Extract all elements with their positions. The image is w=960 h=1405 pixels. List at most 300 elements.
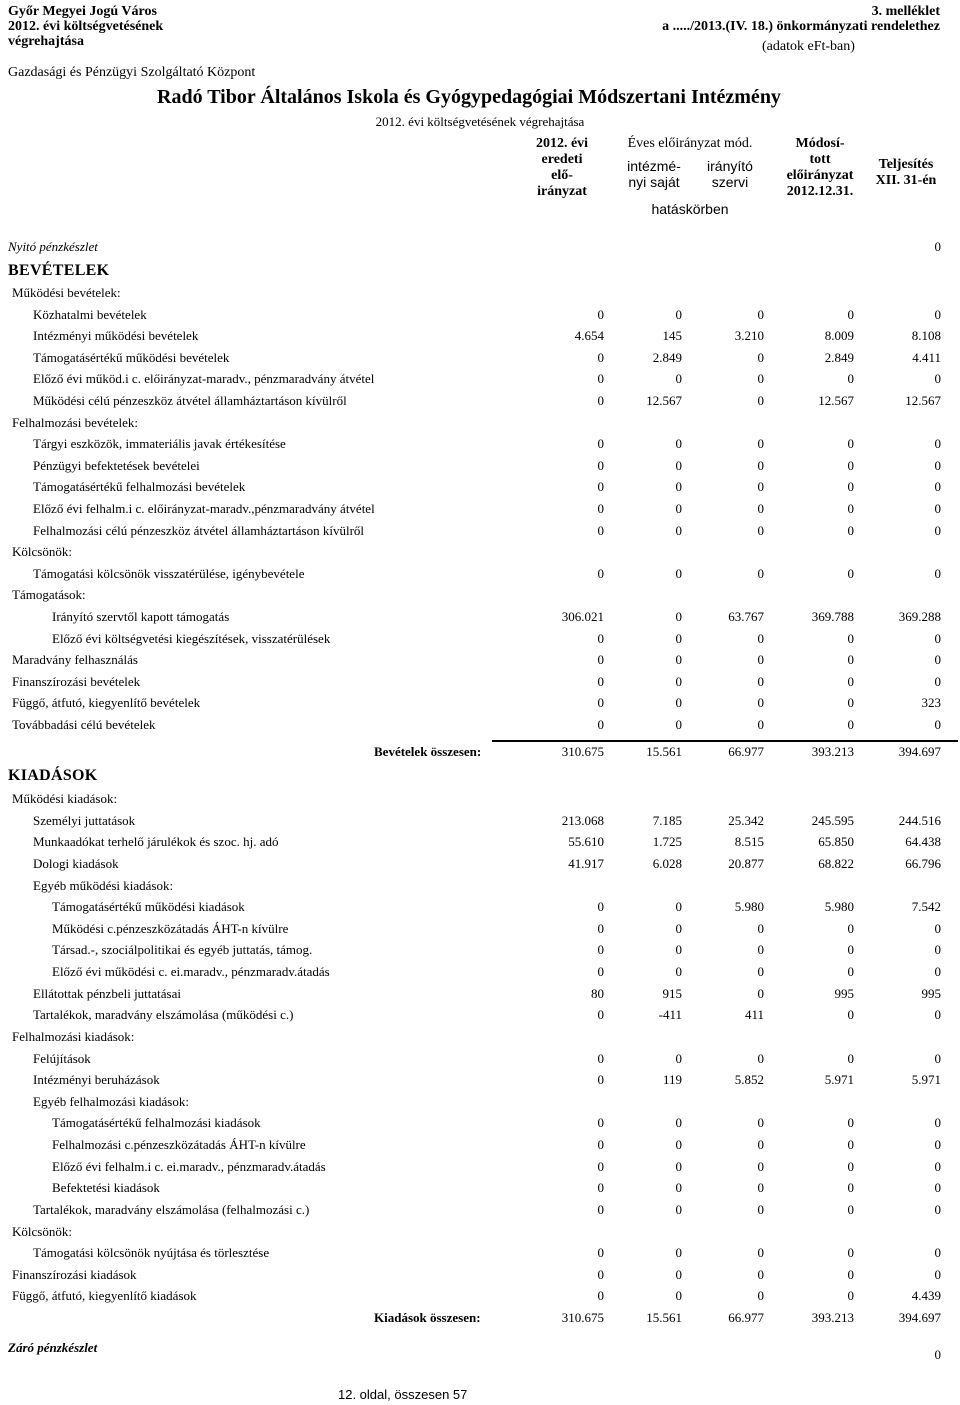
expense-section-title: KIADÁSOK <box>8 767 98 784</box>
income-value-original: 0 <box>597 371 604 387</box>
income-value-fulfilment: 12.567 <box>905 393 941 408</box>
column-header-authority: hatáskörben <box>651 201 729 217</box>
income-value-original: 0 <box>597 652 604 668</box>
expense-value-own: 0 <box>675 920 682 936</box>
expense-value-directing: 0 <box>757 1137 764 1153</box>
income-value-own: 0 <box>675 436 682 452</box>
expense-value-modified: 0 <box>847 920 854 936</box>
expense-row-label: Támogatási kölcsönök nyújtása és törlesztése <box>33 1245 270 1261</box>
expense-row <box>0 1091 960 1112</box>
expense-value-modified: 5.971 <box>824 1072 854 1088</box>
income-value-fulfilment: 0 <box>934 522 941 538</box>
expense-row <box>0 1242 960 1263</box>
column-header-modified: Módosí- tott előirányzat 2012.12.31. <box>786 136 854 199</box>
expense-value-fulfilment: 244.516 <box>898 812 941 828</box>
income-value-original: 0 <box>597 522 604 538</box>
income-row-label: Függő, átfutó, kiegyenlítő bevételek <box>12 695 201 711</box>
expense-row <box>0 1004 960 1025</box>
expense-value-modified: 0 <box>847 942 854 958</box>
expense-value-original: 0 <box>597 920 604 936</box>
income-value-modified: 0 <box>847 652 854 668</box>
expense-row <box>0 918 960 939</box>
income-value-own: 0 <box>675 457 682 473</box>
expense-row <box>0 1156 960 1177</box>
income-row-label: Támogatási kölcsönök visszatérülése, igénybevétele <box>33 565 305 581</box>
expense-value-fulfilment: 4.439 <box>911 1288 941 1304</box>
income-value-modified: 369.788 <box>811 609 854 624</box>
expense-value-fulfilment: 0 <box>934 1245 941 1261</box>
income-value-own: 0 <box>675 565 682 581</box>
income-value-original: 0 <box>597 349 604 365</box>
expense-value-fulfilment: 0 <box>934 1158 941 1174</box>
expense-value-fulfilment: 0 <box>934 1180 941 1196</box>
expense-row-label: Finanszírozási kiadások <box>12 1266 137 1282</box>
expense-row <box>0 1264 960 1285</box>
expense-value-modified: 68.822 <box>818 855 854 871</box>
income-value-original: 0 <box>597 717 604 732</box>
expense-row <box>0 1177 960 1198</box>
closing-balance-label: Záró pénzkészlet <box>8 1340 98 1355</box>
expense-row-label: Munkaadókat terhelő járulékok és szoc. hj. adó <box>33 834 279 850</box>
expense-value-own: -411 <box>658 1007 682 1023</box>
income-row-label: Támogatásértékű felhalmozási bevételek <box>33 479 246 495</box>
income-row <box>0 390 960 411</box>
income-value-directing: 63.767 <box>728 609 764 624</box>
expense-row <box>0 983 960 1004</box>
expense-value-original: 0 <box>597 1007 604 1023</box>
income-row <box>0 563 960 584</box>
expense-row <box>0 1048 960 1069</box>
income-row <box>0 412 960 433</box>
expense-value-original: 0 <box>597 899 604 915</box>
income-value-own: 0 <box>675 673 682 689</box>
expense-value-modified: 245.595 <box>811 812 854 828</box>
income-row-label: Tárgyi eszközök, immateriális javak értékesítése <box>33 436 286 452</box>
expense-value-fulfilment: 0 <box>934 964 941 980</box>
opening-balance-value: 0 <box>934 239 941 254</box>
expense-value-own: 0 <box>675 1266 682 1282</box>
income-value-directing: 0 <box>757 371 764 387</box>
expense-value-fulfilment: 0 <box>934 1266 941 1282</box>
expense-value-modified: 0 <box>847 1007 854 1023</box>
expense-value-original: 0 <box>597 1201 604 1217</box>
expense-row-label: Ellátottak pénzbeli juttatásai <box>33 985 182 1001</box>
income-value-own: 0 <box>675 479 682 495</box>
expense-value-fulfilment: 66.796 <box>905 855 941 871</box>
expense-value-directing: 0 <box>757 1115 764 1131</box>
expense-value-original: 0 <box>597 1115 604 1131</box>
income-value-fulfilment: 0 <box>934 565 941 581</box>
expense-row-label: Működési kiadások: <box>12 791 118 806</box>
expense-value-own: 0 <box>675 1115 682 1131</box>
expense-value-directing: 0 <box>757 1288 764 1304</box>
expense-value-fulfilment: 0 <box>934 1137 941 1153</box>
income-total-label: Bevételek összesen: <box>374 744 482 759</box>
income-value-modified: 0 <box>847 717 854 732</box>
income-value-fulfilment: 0 <box>934 630 941 646</box>
expense-row-label: Felújítások <box>33 1050 91 1066</box>
expense-value-own: 0 <box>675 942 682 958</box>
expense-value-modified: 0 <box>847 1115 854 1131</box>
income-value-directing: 0 <box>757 630 764 646</box>
income-value-own: 0 <box>675 695 682 711</box>
expense-value-original: 0 <box>597 1050 604 1066</box>
expense-value-own: 0 <box>675 1201 682 1217</box>
expense-row-label: Támogatásértékű felhalmozási kiadások <box>52 1115 261 1131</box>
income-row <box>0 606 960 627</box>
income-value-original: 0 <box>597 306 604 322</box>
income-value-modified: 0 <box>847 522 854 538</box>
income-value-original: 0 <box>597 673 604 689</box>
expense-total-modified: 393.213 <box>811 1310 854 1325</box>
income-value-original: 0 <box>597 479 604 495</box>
expense-value-directing: 0 <box>757 1050 764 1066</box>
income-row-label: Irányító szervtől kapott támogatás <box>52 609 230 624</box>
expense-value-original: 0 <box>597 1288 604 1304</box>
income-value-fulfilment: 0 <box>934 306 941 322</box>
expense-value-modified: 0 <box>847 1201 854 1217</box>
income-total-directing: 66.977 <box>728 744 764 759</box>
expense-row <box>0 788 960 809</box>
income-row-label: Felhalmozási bevételek: <box>12 414 138 430</box>
expense-row-label: Függő, átfutó, kiegyenlítő kiadások <box>12 1288 197 1304</box>
expense-value-directing: 0 <box>757 1180 764 1196</box>
income-row-label: Kölcsönök: <box>12 544 72 560</box>
expense-row <box>0 1199 960 1220</box>
income-value-directing: 0 <box>757 717 764 732</box>
expense-value-original: 213.068 <box>561 812 604 828</box>
expense-value-original: 0 <box>597 1158 604 1174</box>
expense-value-directing: 411 <box>744 1007 764 1023</box>
income-value-modified: 0 <box>847 457 854 473</box>
income-value-directing: 0 <box>757 652 764 668</box>
decree-reference: a ...../2013.(IV. 18.) önkormányzati rendelethez <box>662 19 940 34</box>
expense-value-directing: 0 <box>757 985 764 1001</box>
income-value-own: 0 <box>675 630 682 646</box>
expense-value-directing: 0 <box>757 964 764 980</box>
annex-number: 3. melléklet <box>871 4 940 19</box>
income-value-original: 306.021 <box>561 609 604 624</box>
expense-row <box>0 810 960 831</box>
expense-row-label: Kölcsönök: <box>12 1223 72 1239</box>
income-total-own: 15.561 <box>646 744 682 759</box>
income-row <box>0 498 960 519</box>
expense-value-own: 0 <box>675 1245 682 1261</box>
expense-value-modified: 0 <box>847 1288 854 1304</box>
expense-row-label: Felhalmozási c.pénzeszközátadás ÁHT-n kívülre <box>52 1137 306 1153</box>
income-value-own: 0 <box>675 717 682 732</box>
income-row-label: Finanszírozási bevételek <box>12 673 141 689</box>
expense-value-modified: 995 <box>834 985 854 1001</box>
income-value-directing: 0 <box>757 479 764 495</box>
expense-value-directing: 5.980 <box>734 899 764 915</box>
income-value-fulfilment: 0 <box>934 457 941 473</box>
income-value-own: 0 <box>675 371 682 387</box>
expense-row-label: Előző évi felhalm.i c. ei.maradv., pénzmaradv.átadás <box>52 1158 326 1174</box>
income-row-label: Közhatalmi bevételek <box>33 306 147 322</box>
income-value-original: 0 <box>597 436 604 452</box>
expense-row-label: Előző évi működési c. ei.maradv., pénzmaradv.átadás <box>52 964 330 980</box>
opening-balance-row <box>0 236 960 257</box>
income-value-directing: 3.210 <box>734 328 764 344</box>
expense-value-own: 0 <box>675 1288 682 1304</box>
income-row <box>0 455 960 476</box>
expense-value-fulfilment: 0 <box>934 1201 941 1217</box>
page-footer: 12. oldal, összesen 57 <box>338 1387 468 1402</box>
expense-row <box>0 875 960 896</box>
expense-value-own: 0 <box>675 899 682 915</box>
income-value-directing: 0 <box>757 457 764 473</box>
income-value-original: 4.654 <box>574 328 604 344</box>
expense-value-directing: 25.342 <box>728 812 764 828</box>
expense-row-label: Működési c.pénzeszközátadás ÁHT-n kívülre <box>52 920 289 936</box>
income-row <box>0 714 960 735</box>
expense-value-directing: 8.515 <box>734 834 764 850</box>
income-row-label: Pénzügyi befektetések bevételei <box>33 457 200 473</box>
expense-value-directing: 0 <box>757 1266 764 1282</box>
income-row-label: Felhalmozási célú pénzeszköz átvétel államháztartáson kívülről <box>33 522 365 538</box>
income-value-modified: 8.009 <box>824 328 854 344</box>
expense-value-own: 0 <box>675 1050 682 1066</box>
expense-row <box>0 896 960 917</box>
income-value-fulfilment: 0 <box>934 371 941 387</box>
income-value-modified: 0 <box>847 630 854 646</box>
expense-value-own: 0 <box>675 1137 682 1153</box>
income-row <box>0 671 960 692</box>
expense-value-original: 41.917 <box>568 855 604 871</box>
income-value-fulfilment: 0 <box>934 652 941 668</box>
expense-row <box>0 1112 960 1133</box>
expense-row-label: Személyi juttatások <box>33 812 136 828</box>
income-value-own: 0 <box>675 652 682 668</box>
income-row <box>0 628 960 649</box>
income-row <box>0 433 960 454</box>
expense-row-label: Felhalmozási kiadások: <box>12 1028 135 1044</box>
expense-value-original: 0 <box>597 942 604 958</box>
income-row <box>0 692 960 713</box>
income-value-directing: 0 <box>757 565 764 581</box>
expense-value-fulfilment: 0 <box>934 920 941 936</box>
income-value-own: 0 <box>675 609 682 624</box>
expense-value-fulfilment: 64.438 <box>905 834 941 850</box>
income-value-own: 12.567 <box>646 393 682 408</box>
column-header-own: intézmé- nyi saját <box>627 158 681 190</box>
expense-row-label: Dologi kiadások <box>33 855 119 871</box>
expense-total-label: Kiadások összesen: <box>374 1310 481 1325</box>
income-row <box>0 476 960 497</box>
expense-value-original: 0 <box>597 1180 604 1196</box>
income-value-directing: 0 <box>757 393 764 408</box>
income-value-directing: 0 <box>757 501 764 516</box>
expense-value-directing: 0 <box>757 1245 764 1261</box>
expense-value-modified: 0 <box>847 1180 854 1196</box>
expense-value-directing: 20.877 <box>728 855 764 871</box>
income-value-directing: 0 <box>757 436 764 452</box>
income-value-fulfilment: 369.288 <box>898 609 941 624</box>
income-total-fulfilment: 394.697 <box>898 744 941 759</box>
income-value-directing: 0 <box>757 673 764 689</box>
income-value-modified: 12.567 <box>818 393 854 408</box>
income-row <box>0 347 960 368</box>
expense-value-own: 1.725 <box>652 834 682 850</box>
expense-value-fulfilment: 0 <box>934 1115 941 1131</box>
income-row-label: Maradvány felhasználás <box>12 652 138 668</box>
income-value-directing: 0 <box>757 522 764 538</box>
income-value-modified: 2.849 <box>824 349 854 365</box>
expense-value-fulfilment: 7.542 <box>911 899 941 915</box>
expense-value-own: 0 <box>675 964 682 980</box>
income-section-title: BEVÉTELEK <box>8 262 110 279</box>
income-value-fulfilment: 0 <box>934 717 941 732</box>
expense-value-modified: 0 <box>847 1245 854 1261</box>
income-value-original: 0 <box>597 501 604 516</box>
income-row-label: Továbbadási célú bevételek <box>12 717 156 732</box>
expense-row-label: Egyéb felhalmozási kiadások: <box>33 1093 189 1109</box>
expense-value-original: 0 <box>597 1245 604 1261</box>
expense-row <box>0 1134 960 1155</box>
expense-value-modified: 0 <box>847 1158 854 1174</box>
income-row-label: Működési bevételek: <box>12 285 121 300</box>
income-total-row <box>0 741 960 762</box>
income-value-fulfilment: 0 <box>934 673 941 689</box>
expense-value-directing: 0 <box>757 1201 764 1217</box>
expense-row <box>0 1026 960 1047</box>
expense-value-own: 7.185 <box>652 812 682 828</box>
expense-value-modified: 5.980 <box>824 899 854 915</box>
income-row <box>0 304 960 325</box>
column-header-directing: irányító szervi <box>707 158 753 190</box>
income-value-modified: 0 <box>847 695 854 711</box>
income-row-label: Támogatások: <box>12 587 86 603</box>
expense-value-modified: 65.850 <box>818 834 854 850</box>
document-header-left <box>8 4 163 49</box>
expense-row <box>0 939 960 960</box>
income-row <box>0 649 960 670</box>
income-value-fulfilment: 0 <box>934 501 941 516</box>
institution-name: Radó Tibor Általános Iskola és Gyógypedagógiai Módszertani Intézmény <box>157 86 781 108</box>
expense-value-directing: 0 <box>757 920 764 936</box>
income-value-own: 0 <box>675 501 682 516</box>
income-row <box>0 584 960 605</box>
income-value-fulfilment: 0 <box>934 436 941 452</box>
income-value-directing: 0 <box>757 306 764 322</box>
expense-row-label: Társad.-, szociálpolitikai és egyéb juttatás, támog. <box>52 942 313 958</box>
income-value-directing: 0 <box>757 349 764 365</box>
column-header-fulfilment: Teljesítés XII. 31-én <box>875 157 937 188</box>
units-note: (adatok eFt-ban) <box>762 39 855 54</box>
income-value-modified: 0 <box>847 673 854 689</box>
expense-value-original: 0 <box>597 1266 604 1282</box>
expense-row-label: Egyéb működési kiadások: <box>33 877 174 893</box>
income-row <box>0 541 960 562</box>
income-row <box>0 368 960 389</box>
expense-value-fulfilment: 995 <box>921 985 941 1001</box>
expense-total-directing: 66.977 <box>728 1310 764 1325</box>
income-value-original: 0 <box>597 695 604 711</box>
expense-value-modified: 0 <box>847 964 854 980</box>
expense-value-original: 0 <box>597 1072 604 1088</box>
income-row-label: Előző évi működ.i c. előirányzat-maradv., pénzmaradvány átvétel <box>33 371 375 387</box>
expense-value-own: 0 <box>675 1158 682 1174</box>
income-value-own: 0 <box>675 306 682 322</box>
income-value-own: 2.849 <box>652 349 682 365</box>
income-total-modified: 393.213 <box>811 744 854 759</box>
income-row-label: Működési célú pénzeszköz átvétel államháztartáson kívülről <box>33 393 347 408</box>
execution-title: végrehajtása <box>8 34 84 49</box>
expense-value-own: 0 <box>675 1180 682 1196</box>
expense-row-label: Befektetési kiadások <box>52 1180 160 1196</box>
report-subtitle: 2012. évi költségvetésének végrehajtása <box>375 114 585 129</box>
income-value-fulfilment: 8.108 <box>911 328 941 344</box>
income-value-own: 0 <box>675 522 682 538</box>
income-row-label: Intézményi működési bevételek <box>33 328 199 344</box>
expense-total-fulfilment: 394.697 <box>898 1310 941 1325</box>
expense-row-label: Tartalékok, maradvány elszámolása (felhalmozási c.) <box>33 1201 310 1217</box>
expense-value-fulfilment: 0 <box>934 1050 941 1066</box>
expense-value-own: 915 <box>662 985 682 1001</box>
budget-title: 2012. évi költségvetésének <box>8 19 164 34</box>
expense-row-label: Tartalékok, maradvány elszámolása (működési c.) <box>33 1007 294 1023</box>
closing-balance-row <box>0 1337 960 1362</box>
income-value-fulfilment: 323 <box>921 695 941 711</box>
expense-value-directing: 0 <box>757 1158 764 1174</box>
closing-balance-value: 0 <box>934 1347 941 1362</box>
income-value-modified: 0 <box>847 501 854 516</box>
income-row <box>0 520 960 541</box>
expense-value-directing: 5.852 <box>734 1072 764 1088</box>
income-value-original: 0 <box>597 630 604 646</box>
expense-total-row <box>0 1307 960 1328</box>
expense-value-original: 55.610 <box>568 834 604 850</box>
center-name: Gazdasági és Pénzügyi Szolgáltató Központ <box>8 65 256 80</box>
expense-total-original: 310.675 <box>561 1310 604 1325</box>
income-value-modified: 0 <box>847 565 854 581</box>
expense-value-modified: 0 <box>847 1266 854 1282</box>
expense-value-modified: 0 <box>847 1050 854 1066</box>
expense-row <box>0 1069 960 1090</box>
income-value-modified: 0 <box>847 371 854 387</box>
expense-row-label: Intézményi beruházások <box>33 1072 160 1088</box>
income-total-original: 310.675 <box>561 744 604 759</box>
expense-value-fulfilment: 0 <box>934 1007 941 1023</box>
income-value-original: 0 <box>597 565 604 581</box>
income-value-original: 0 <box>597 457 604 473</box>
income-row-label: Előző évi költségvetési kiegészítések, visszatérülések <box>52 630 331 646</box>
expense-value-own: 119 <box>662 1072 682 1088</box>
expense-value-original: 0 <box>597 964 604 980</box>
expense-row <box>0 853 960 874</box>
income-value-modified: 0 <box>847 479 854 495</box>
expense-value-original: 80 <box>591 985 604 1001</box>
income-value-original: 0 <box>597 393 604 408</box>
expense-value-own: 6.028 <box>652 855 682 871</box>
city-name: Győr Megyei Jogú Város <box>8 4 157 19</box>
income-row <box>0 282 960 303</box>
expense-value-directing: 0 <box>757 942 764 958</box>
income-value-modified: 0 <box>847 306 854 322</box>
expense-total-own: 15.561 <box>646 1310 682 1325</box>
income-row-label: Támogatásértékű működési bevételek <box>33 349 230 365</box>
income-value-modified: 0 <box>847 436 854 452</box>
income-value-directing: 0 <box>757 695 764 711</box>
income-value-own: 145 <box>662 328 682 344</box>
document-header-right <box>662 4 940 34</box>
expense-row <box>0 1221 960 1242</box>
expense-row <box>0 1285 960 1306</box>
opening-balance-label: Nyitó pénzkészlet <box>8 239 98 254</box>
expense-value-fulfilment: 0 <box>934 942 941 958</box>
expense-value-fulfilment: 5.971 <box>911 1072 941 1088</box>
